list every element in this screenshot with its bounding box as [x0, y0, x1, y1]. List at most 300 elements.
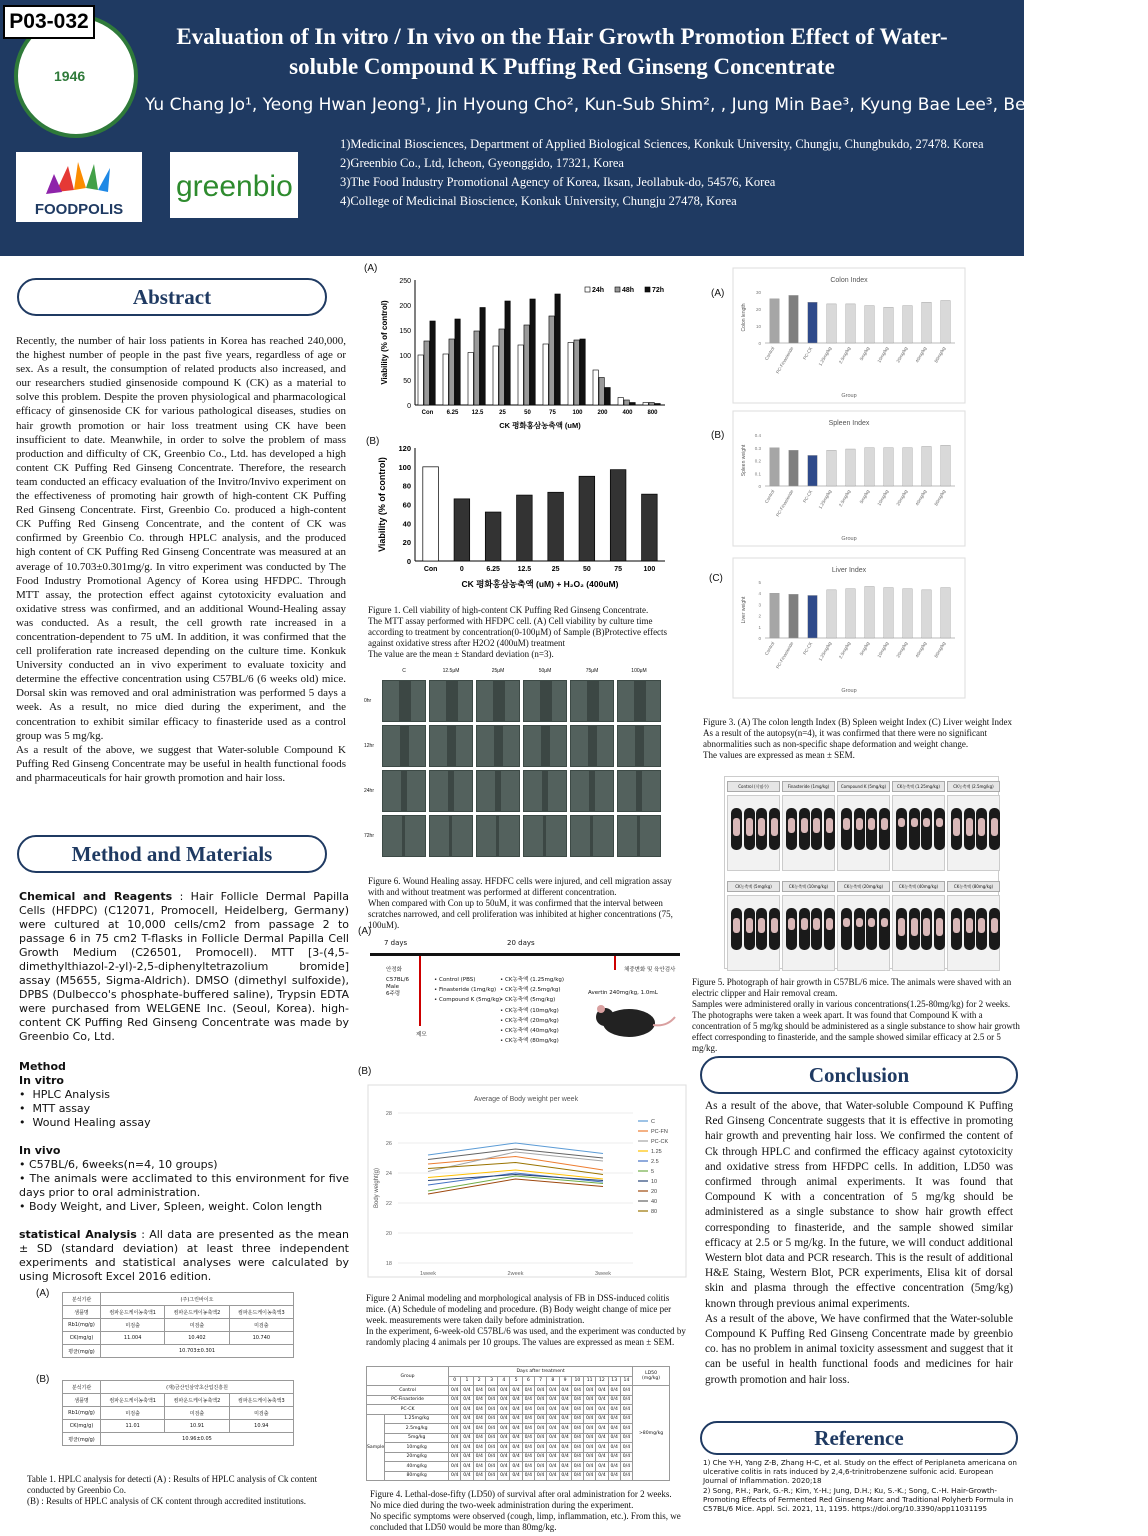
wound-row-label: 12hr — [364, 743, 375, 749]
y-tick-label: 100 — [398, 462, 411, 472]
fig6-caption: Figure 6. Wound Healing assay. HFDFC cells were injured, and cell migration assay with and without treatment was performed at different concentration. When compared with Con up to 50uM, it was confirmed that the interval between scratches narrowed, and cell proliferation was inhibited at higher concentrations (75, 100uM). — [368, 876, 673, 930]
ld50-cell: 0/4 — [608, 1386, 620, 1396]
bar — [941, 588, 951, 638]
poster-title — [140, 22, 984, 82]
bar — [903, 448, 913, 486]
greenbio-text: greenbio — [176, 170, 293, 203]
invitro-item: • MTT assay — [19, 1102, 91, 1115]
fig4-caption: Figure 4. Lethal-dose-fifty (LD50) of survival after oral administration for 2 weeks. No mice died during the two-week administration during the experiment. No specific symptoms were observed (cough, limp, inflammation, etc.). From this, we concluded that LD50 would be more than 80mg/kg. — [370, 1489, 681, 1532]
ld50-cell: 0/4 — [461, 1414, 473, 1424]
ld50-cell: 8 — [547, 1376, 559, 1386]
mice-group-label: Control (식염수) — [727, 781, 780, 792]
ld50-cell: 0/4 — [559, 1462, 571, 1472]
wound-column-label: 50μM — [538, 668, 552, 674]
chart-title: Spleen Index — [828, 420, 870, 427]
ld50-cell: 0/4 — [510, 1395, 522, 1405]
bar — [610, 470, 626, 561]
mice-photo — [837, 895, 890, 971]
ld50-cell: 9 — [559, 1376, 571, 1386]
bar — [808, 455, 818, 486]
ld50-cell: 0/4 — [596, 1386, 608, 1396]
ld50-cell: 0/4 — [510, 1424, 522, 1434]
fig3-label-c: (C) — [709, 573, 723, 584]
x-tick-label: 3week — [595, 1271, 611, 1277]
reference-list — [703, 1458, 1019, 1513]
ld50-cell: 0/4 — [473, 1414, 485, 1424]
conclusion-paragraph-2: As a result of the above, We have confirmed that the Water-soluble Compound K Puffing Red Ginseng Concentrate made by greenbio co. has no problem in animal toxicity assessment and suggest that it can be useful in health functional foods and medicines for hair growth promotion and hair loss. — [705, 1312, 1013, 1386]
wound-micrograph — [429, 725, 473, 767]
fig5-caption: Figure 5. Photograph of hair growth in C57BL/6 mice. The animals were shaved with an electric clipper and Hair removal cream. Samples were administered orally in various concentrations(1.25-80mg/kg) for 2 weeks. The photographs were taken a week apart. It was found that Compound K with a concentration of 5 mg/kg should be administered as a single substance to show hair growth effect corresponding to finasteride, and the sample showed similar efficacy at 2.5 or 5 mg/kg. — [692, 977, 1020, 1053]
ld50-cell: 0/4 — [534, 1386, 546, 1396]
x-tick-label: 10mg/kg — [876, 489, 890, 507]
invivo-item: • C57BL/6, 6weeks(n=4, 10 groups) — [19, 1158, 218, 1171]
mice-photo — [947, 795, 1000, 871]
x-tick-label: 20mg/kg — [895, 346, 909, 364]
bar — [770, 299, 780, 343]
ld50-cell: 0/4 — [461, 1405, 473, 1415]
bar — [530, 299, 535, 405]
chart-title: Colon Index — [830, 277, 868, 284]
mice-group-label: CK농축액 (20mg/kg) — [837, 881, 890, 892]
methods-text — [19, 890, 349, 1284]
mouse-icon — [587, 997, 677, 1042]
wound-row-label: 72hr — [364, 833, 375, 839]
ld50-cell: 0/4 — [584, 1424, 596, 1434]
ld50-cell: 0/4 — [461, 1471, 473, 1481]
affiliations — [340, 135, 1020, 211]
ld50-cell: 14 — [620, 1376, 632, 1386]
ld50-cell: 80mg/kg — [385, 1471, 449, 1481]
y-tick-label: 0 — [407, 403, 411, 410]
bar — [493, 346, 498, 405]
x-tick-label: 1.25mg/kg — [817, 489, 833, 510]
abstract-text — [16, 334, 346, 785]
x-tick-label: 5mg/kg — [858, 641, 871, 657]
foodpolis-logo — [16, 152, 142, 222]
ld50-cell: 20mg/kg — [385, 1452, 449, 1462]
bar — [865, 586, 875, 638]
ld50-cell: 0/4 — [571, 1443, 583, 1453]
abstract-paragraph-1: Recently, the number of hair loss patients in Korea has reached 240,000, the highest number of people in the past five years, regardless of age or sex. As a result, the consumption of related products also increased, and our researchers studied ginsenoside compound K (CK) as a material to solve this problem. Despite the proven physiological and pharmacological efficacy of ginsenoside CK for various pathological diseases, studies on hair growth promotion or hair loss treatment using CK have been insufficient to date. Meanwhile, in order to solve the problem of mass production and difficulty of CK, Greenbio Co., Ltd. has developed a high content CK Puffing Red Ginseng Concentrate. Therefore, the research team conducted an efficacy evaluation of the Invitro/Invivo experiment on the effectiveness of promoting hair growth of high-content CK Puffing Red Ginseng Concentrate. First, Greenbio Co. produced a high-content CK Puffing Red Ginseng Concentrate, and the content of CK was confirmed by Greenbio Co. through HPLC analysis, and the produced high content of CK Puffing Red Ginseng Concentrate was measured at an average of 10.703±0.301mg/g. In vitro experiment was conducted by The Food Industry Promotional Agency of Korea using HFDPC. Through MTT assay, the protection effect against cytotoxicity evaluation and oxidative stress was confirmed, and an additional Wound-Healing assay was conducted. As a result, the cell growth rate increased in a concentration-dependent to 75 uM. In addition, it was confirmed that the cell proliferation rate increased depending on the culture time. Konkuk University conducted an in vivo experiment to evaluate toxicity and determine the effective concentration using C57BL/6 (6 weeks old) mice. Dorsal skin was removed and oral administration was performed 5 days a week. As a result, no mice died during the experiment, and the concentration to exhibit similar efficacy to finasteride used as a control group was 5 mg/kg. — [16, 335, 346, 742]
ld50-cell: 0/4 — [449, 1462, 461, 1472]
ld50-cell: 0/4 — [608, 1414, 620, 1424]
wound-micrograph — [429, 770, 473, 812]
x-tick-label: 40mg/kg — [914, 489, 928, 507]
mice-photo — [947, 895, 1000, 971]
fig1-caption: Figure 1. Cell viability of high-content CK Puffing Red Ginseng Concentrate. The MTT assay performed with HFDPC cell. (A) Cell viability by culture time according to treatment by concentration(0-100μM) of Sample (B)Protective effects against oxidative stress after H2O2 (400uM) treatment The value are the mean ± Standard deviation (n=3). — [368, 605, 668, 659]
mice-group-label: CK농축액 (40mg/kg) — [892, 881, 945, 892]
ld50-cell: 0/4 — [620, 1395, 632, 1405]
ld50-cell: 0/4 — [571, 1433, 583, 1443]
ld50-cell: 0/4 — [449, 1452, 461, 1462]
ld50-cell: 0/4 — [522, 1433, 534, 1443]
y-axis-label: Liver weight — [741, 596, 747, 624]
ld50-cell: 0/4 — [534, 1414, 546, 1424]
shave-label: 제모 — [416, 1032, 427, 1038]
wound-micrograph — [382, 725, 426, 767]
ld50-cell: 0/4 — [584, 1452, 596, 1462]
invivo-heading: In vivo — [19, 1144, 61, 1157]
bar — [524, 325, 529, 405]
wound-micrograph — [523, 770, 567, 812]
mice-photo — [782, 895, 835, 971]
ld50-cell: 0/4 — [584, 1405, 596, 1415]
conclusion-paragraph-1: As a result of the above, that Water-soluble Compound K Puffing Red Ginseng Concentrate suggests that it is effective in promoting hair growth and preventing hair loss. We confirmed the content of Ck through HPLC and confirmed the efficacy against cytotoxicity and oxidative stress from HFDPC cells. In addition, LD50 was confirmed through animal experiments. It was found that Compound K with a concentration of 5 mg/kg should be administered as a single substance to show hair growth effect corresponding to finasteride, and the sample showed similar efficacy at 2.5 or 5 mg/kg. In the future, we will conduct additional Western blot data and PCR research. This is the result of additional H&E Staing, Western Blot, PCR experiments, Elisa kit of dorsal skin and plasma through the effective concentration (5mg/kg) known through previous animal experiments. — [705, 1100, 1013, 1310]
affiliation-1: 1)Medicinal Biosciences, Department of Applied Biological Sciences, Konkuk University, Chungju, Chungbukdo, 27478. Korea — [340, 137, 984, 151]
ld50-cell: 0/4 — [608, 1405, 620, 1415]
x-tick-label: 80mg/kg — [933, 489, 947, 507]
legend-label: 72h — [652, 287, 665, 294]
mice-photo — [727, 895, 780, 971]
x-tick-label: 12.5 — [517, 566, 532, 573]
fig3c-chart — [733, 558, 965, 698]
ld50-cell: 0/4 — [547, 1414, 559, 1424]
methods-title: Method and Materials — [17, 835, 327, 873]
y-tick-label: 0 — [758, 484, 761, 489]
ld50-cell: 0/4 — [510, 1443, 522, 1453]
bar — [543, 344, 548, 405]
y-tick-label: 40 — [402, 519, 411, 529]
fig3-caption: Figure 3. (A) The colon length Index (B) Spleen weight Index (C) Liver weight Index As a result of the autopsy(n=4), it was confirmed that there were no significant abnormalities such as non-specific shape deformation and weight change. The values are expressed as mean ± SEM. — [703, 717, 1013, 760]
wound-micrograph — [429, 680, 473, 722]
avertin-label: Avertin 240mg/kg, 1.0mL — [588, 990, 658, 996]
ld50-cell: 0 — [449, 1376, 461, 1386]
ld50-cell: 0/4 — [510, 1471, 522, 1481]
fig3-label-a: (A) — [711, 288, 725, 299]
y-tick-label: 150 — [399, 328, 411, 335]
ld50-cell: 0/4 — [596, 1471, 608, 1481]
ld50-cell: 0/4 — [571, 1395, 583, 1405]
bar — [808, 595, 818, 638]
ld50-cell: PC-CK — [367, 1405, 449, 1415]
ld50-cell: 0/4 — [449, 1443, 461, 1453]
mice-photo — [892, 795, 945, 871]
ld50-cell: 0/4 — [547, 1471, 559, 1481]
y-axis-label: Viability (% of control) — [377, 457, 387, 552]
ld50-cell: 10mg/kg — [385, 1443, 449, 1453]
wound-micrograph — [382, 680, 426, 722]
x-tick-label: 80mg/kg — [933, 641, 947, 659]
legend-label: 1.25 — [651, 1149, 662, 1155]
wound-column-label: 75μM — [585, 668, 599, 674]
mice-photo — [892, 895, 945, 971]
ld50-cell: 1 — [461, 1376, 473, 1386]
x-tick-label: 50 — [524, 410, 531, 416]
bar — [579, 476, 595, 561]
ld50-cell: 0/4 — [596, 1414, 608, 1424]
statistics-heading: statistical Analysis — [19, 1228, 137, 1241]
ld50-cell: 0/4 — [510, 1433, 522, 1443]
ld50-cell: 0/4 — [498, 1443, 510, 1453]
ld50-cell: 0/4 — [522, 1386, 534, 1396]
ld50-cell: 2.5mg/kg — [385, 1424, 449, 1434]
x-tick-label: PC-Finasteride — [775, 641, 795, 670]
ld50-cell: 0/4 — [534, 1405, 546, 1415]
authors: Yu Chang Jo¹, Yeong Hwan Jeong¹, Jin Hyoung Cho², Kun-Sub Shim², , Jung Min Bae³, Kyung Bae Lee³, Beong ou Lim¹,⁴* — [145, 95, 1148, 115]
fig5-mice-photos — [724, 776, 999, 969]
group-list-right — [500, 975, 564, 1046]
y-tick-label: 22 — [385, 1201, 392, 1207]
wound-row-label: 0hr — [364, 698, 372, 704]
y-tick-label: 20 — [402, 538, 411, 548]
foodpolis-text: FOODPOLIS — [34, 201, 124, 218]
bar — [593, 370, 598, 405]
bar — [580, 339, 585, 405]
ld50-cell: 0/4 — [547, 1405, 559, 1415]
mice-group-label: Compound K (5mg/kg) — [837, 781, 890, 792]
ld50-cell: 0/4 — [510, 1452, 522, 1462]
x-tick-label: 80mg/kg — [933, 346, 947, 364]
bar — [827, 450, 837, 486]
ld50-cell: 0/4 — [510, 1386, 522, 1396]
ld50-cell: 0/4 — [522, 1471, 534, 1481]
ld50-cell: 0/4 — [547, 1462, 559, 1472]
bar — [827, 590, 837, 638]
ld50-cell: 1.25mg/kg — [385, 1414, 449, 1424]
y-tick-label: 200 — [399, 303, 411, 310]
ld50-cell: 0/4 — [559, 1443, 571, 1453]
ld50-cell: 0/4 — [473, 1443, 485, 1453]
fig4-ld50-table — [366, 1366, 670, 1481]
fig2-label-b: (B) — [358, 1066, 372, 1077]
y-tick-label: 50 — [403, 378, 411, 385]
legend-label: 2.5 — [651, 1159, 659, 1165]
x-tick-label: 25 — [551, 566, 560, 573]
ld50-cell: 0/4 — [473, 1433, 485, 1443]
ld50-cell: 0/4 — [620, 1443, 632, 1453]
ld50-cell: 0/4 — [485, 1386, 497, 1396]
chart-title: Average of Body weight per week — [473, 1096, 579, 1103]
ld50-cell: 0/4 — [498, 1386, 510, 1396]
ld50-cell: 0/4 — [584, 1386, 596, 1396]
bar — [455, 319, 460, 405]
strain-label: C57BL/6 Male 6주령 — [386, 977, 410, 997]
ld50-cell: 0/4 — [449, 1386, 461, 1396]
ld50-cell: 0/4 — [473, 1471, 485, 1481]
bar — [903, 306, 913, 343]
bar — [449, 339, 454, 405]
ld50-cell: 0/4 — [461, 1433, 473, 1443]
mice-group-label: CK농축액 (10mg/kg) — [782, 881, 835, 892]
bar — [846, 449, 856, 486]
ld50-cell: 0/4 — [608, 1462, 620, 1472]
fig3b-chart — [733, 411, 965, 546]
bar — [555, 294, 560, 405]
fig1b-chart — [375, 440, 675, 595]
ld50-cell: 0/4 — [498, 1395, 510, 1405]
x-tick-label: 40mg/kg — [914, 641, 928, 659]
x-tick-label: 25 — [499, 410, 506, 416]
x-tick-label: 75 — [614, 566, 623, 573]
x-tick-label: 2.5mg/kg — [837, 489, 852, 508]
group-item: • CK농축액 (2.5mg/kg) — [500, 987, 561, 994]
table1-label-a: (A) — [36, 1288, 50, 1299]
legend-label: PC-CK — [651, 1139, 669, 1145]
bar — [789, 295, 799, 343]
y-tick-label: 0 — [758, 636, 761, 641]
x-tick-label: 100 — [643, 566, 656, 573]
affiliation-4: 4)College of Medicinal Bioscience, Konkuk University, Chungju 27478, Korea — [340, 194, 737, 208]
timeline-bar — [370, 953, 680, 956]
wound-row-label: 24hr — [364, 788, 375, 794]
ld50-cell: 0/4 — [608, 1471, 620, 1481]
table1-b: 분석기관 (재)금산인삼약초산업진흥원 샘플명 컴파운드케이농축액1 컴파운드케이농축액2 컴파운드케이농축액3 Rb1(mg/g) 미검출 미검출 미검출 CK(mg/g) 11.01 10.91 10.94 평균(mg/g) 10.96±0.05 — [62, 1380, 294, 1446]
statistics-text: : All data are presented as the mean ± SD (standard deviation) at least three independent experiments and statistical analyses were calculated by using Microsoft Excel 2016 edition. — [19, 1228, 349, 1283]
invitro-heading: In vitro — [19, 1074, 64, 1087]
ld50-cell: 0/4 — [608, 1443, 620, 1453]
bar — [922, 446, 932, 486]
bar — [903, 589, 913, 638]
bar — [430, 321, 435, 405]
ld50-cell: 40mg/kg — [385, 1462, 449, 1472]
poster-id: P03-032 — [3, 5, 95, 39]
ld50-cell: Control — [367, 1386, 449, 1396]
ld50-cell: 0/4 — [608, 1452, 620, 1462]
y-axis-label: Colon length — [741, 303, 747, 332]
wound-micrograph — [617, 770, 661, 812]
bar — [884, 588, 894, 638]
y-tick-label: 60 — [402, 500, 411, 510]
timeline-marker — [419, 956, 421, 1026]
group-item: • Compound K (5mg/kg) — [434, 997, 502, 1003]
ld50-cell: 0/4 — [620, 1386, 632, 1396]
invitro-item: • Wound Healing assay — [19, 1116, 151, 1129]
legend-label: 5 — [651, 1169, 655, 1175]
wound-micrograph — [476, 680, 520, 722]
ld50-cell: 0/4 — [510, 1405, 522, 1415]
legend-label: 48h — [622, 287, 635, 294]
x-tick-label: 5mg/kg — [858, 489, 871, 505]
group-item: • CK농축액 (20mg/kg) — [500, 1017, 559, 1024]
ld50-cell: 0/4 — [547, 1395, 559, 1405]
abstract-paragraph-2: As a result of the above, we suggest that Water-soluble Compound K Puffing Red Ginseng Concentrate may be useful in health functional foods and pharmaceuticals for hair growth promotion and hair loss. — [16, 743, 346, 784]
title-line-1: Evaluation of In vitro / In vivo on the Hair Growth Promotion Effect of Water- — [176, 24, 948, 49]
ld50-cell: >80mg/kg — [633, 1386, 670, 1481]
y-tick-label: 3 — [758, 602, 761, 608]
y-tick-label: 28 — [385, 1111, 392, 1117]
ld50-cell: 0/4 — [620, 1452, 632, 1462]
ld50-cell: 0/4 — [449, 1471, 461, 1481]
ld50-cell: 0/4 — [547, 1424, 559, 1434]
x-axis-label: Group — [841, 536, 857, 542]
ld50-cell: 0/4 — [534, 1471, 546, 1481]
legend-label: 20 — [651, 1189, 658, 1195]
invivo-item: • Body Weight, and Liver, Spleen, weight. Colon length — [19, 1200, 323, 1213]
bar — [643, 403, 648, 406]
ld50-cell: 0/4 — [473, 1462, 485, 1472]
legend-label: 80 — [651, 1209, 658, 1215]
group-item: • Finasteride (1mg/kg) — [434, 987, 497, 993]
conclusion-title: Conclusion — [700, 1056, 1018, 1094]
group-item: • Control (PBS) — [434, 977, 476, 983]
y-tick-label: 0.1 — [754, 471, 761, 477]
ld50-cell: 0/4 — [473, 1386, 485, 1396]
x-tick-label: 2.5mg/kg — [837, 346, 852, 365]
ld50-cell: LD50 (mg/kg) — [633, 1367, 670, 1386]
ld50-cell: 0/4 — [449, 1424, 461, 1434]
ld50-cell: 0/4 — [534, 1452, 546, 1462]
x-tick-label: 5mg/kg — [858, 346, 871, 362]
bar — [499, 329, 504, 405]
y-tick-label: 20 — [385, 1231, 392, 1237]
ld50-cell: PC-Finasteride — [367, 1395, 449, 1405]
bar — [770, 448, 780, 486]
y-tick-label: 0 — [406, 557, 411, 566]
wound-micrograph — [476, 725, 520, 767]
bar — [485, 512, 501, 561]
x-tick-label: Con — [423, 566, 438, 573]
ld50-cell: 0/4 — [559, 1471, 571, 1481]
ld50-cell: 0/4 — [522, 1395, 534, 1405]
ld50-cell: 0/4 — [620, 1424, 632, 1434]
ld50-cell: 2 — [473, 1376, 485, 1386]
chemicals-paragraph — [19, 890, 349, 1044]
bar — [846, 304, 856, 343]
ld50-cell: 0/4 — [522, 1414, 534, 1424]
bar — [941, 301, 951, 344]
x-axis-label: CK 평화홍삼농축액 (uM) — [499, 421, 581, 430]
ld50-cell: 0/4 — [534, 1443, 546, 1453]
ld50-cell: 0/4 — [620, 1405, 632, 1415]
ld50-cell: 0/4 — [522, 1405, 534, 1415]
ld50-cell: 5 — [510, 1376, 522, 1386]
x-tick-label: 6.25 — [446, 410, 459, 416]
ld50-cell: 0/4 — [461, 1395, 473, 1405]
ld50-cell: 0/4 — [485, 1452, 497, 1462]
wound-micrograph — [429, 815, 473, 857]
fig2b-chart — [368, 1085, 686, 1277]
ld50-cell: 3 — [485, 1376, 497, 1386]
bar — [642, 494, 658, 561]
x-tick-label: 20mg/kg — [895, 489, 909, 507]
ld50-cell: 0/4 — [473, 1395, 485, 1405]
chart-title: Liver Index — [831, 567, 867, 574]
ld50-cell: 0/4 — [485, 1395, 497, 1405]
x-tick-label: 20mg/kg — [895, 641, 909, 659]
ld50-cell: 0/4 — [596, 1405, 608, 1415]
bar — [517, 495, 533, 561]
affiliation-3: 3)The Food Industry Promotional Agency of Korea, Iksan, Jeollabuk-do, 54576, Korea — [340, 175, 776, 189]
ld50-cell: 0/4 — [571, 1414, 583, 1424]
x-axis-label: CK 평화홍삼농축액 (uM) + H₂O₂ (400uM) — [461, 579, 619, 589]
x-tick-label: 10mg/kg — [876, 346, 890, 364]
ld50-cell: 0/4 — [620, 1433, 632, 1443]
fig2a-schedule — [362, 935, 687, 1055]
invitro-item: • HPLC Analysis — [19, 1088, 111, 1101]
wound-micrograph — [570, 725, 614, 767]
ld50-cell: 0/4 — [584, 1414, 596, 1424]
ld50-cell: 0/4 — [559, 1424, 571, 1434]
ld50-cell: 0/4 — [559, 1386, 571, 1396]
x-tick-label: 40mg/kg — [914, 346, 928, 364]
wound-micrograph — [382, 770, 426, 812]
mice-group-label: Finasteride (1mg/kg) — [782, 781, 835, 792]
bar — [770, 593, 780, 638]
ld50-cell: 0/4 — [522, 1443, 534, 1453]
fig1-label-a: (A) — [364, 263, 378, 274]
bar — [789, 450, 799, 486]
bar — [599, 378, 604, 406]
ld50-cell: 0/4 — [498, 1424, 510, 1434]
bar — [808, 302, 818, 343]
adaptation-label: 안정화 — [386, 967, 402, 973]
ld50-cell: 0/4 — [534, 1395, 546, 1405]
x-tick-label: PC-CK — [802, 346, 814, 361]
x-tick-label: 200 — [597, 410, 608, 416]
legend-swatch — [615, 287, 620, 292]
ld50-cell: 0/4 — [547, 1386, 559, 1396]
bar — [655, 404, 660, 406]
